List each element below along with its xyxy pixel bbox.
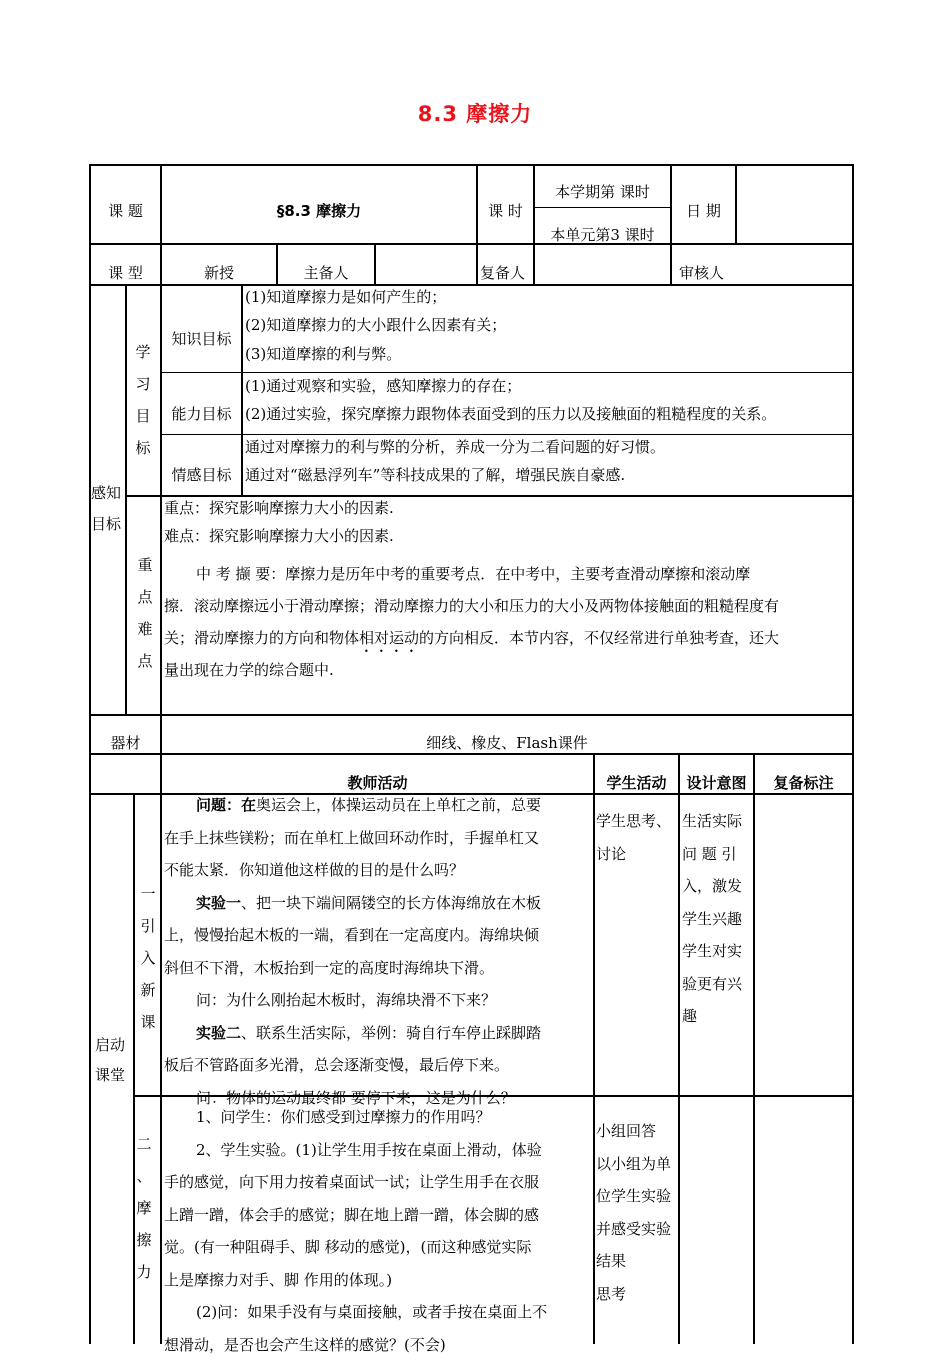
table-border (125, 495, 853, 497)
text-line: 上，慢慢抬起木板的一端，看到在一定高度内。海绵块倾 (164, 919, 541, 952)
part1-design-text (682, 805, 742, 1033)
ability-item: (2)通过实验，探究摩擦力跟物体表面受到的压力以及接触面的粗糙程度的关系。 (245, 405, 776, 423)
part2-student-text (596, 1115, 671, 1310)
main-preparer-label: 主备人 (278, 264, 374, 282)
text-line: 学生兴趣 (682, 903, 742, 936)
launch-label-2: 课堂 (95, 1066, 125, 1084)
text-line: 板后不管路面多光滑，总会逐渐变慢，最后停下来。 (164, 1049, 541, 1082)
ability-objective-label: 能力目标 (162, 405, 241, 423)
text-line: 问：为什么刚抬起木板时，海绵块滑不下来？ (164, 984, 541, 1017)
text-line: 问题：在奥运会上，体操运动员在上单杠之前，总要 (164, 789, 541, 822)
topic-label: 课 题 (91, 202, 160, 220)
table-border (160, 372, 853, 373)
text-line: 实验一、把一块下端间隔镂空的长方体海绵放在木板 (164, 887, 541, 920)
materials-value: 细线、橡皮、Flash课件 (162, 734, 852, 752)
label-char: 点 (135, 645, 155, 677)
table-border (533, 243, 535, 284)
materials-label: 器材 (91, 734, 160, 752)
text-line: 验更有兴 (682, 968, 742, 1001)
emotion-objective-label: 情感目标 (162, 466, 241, 484)
label-char: 擦 (134, 1224, 154, 1256)
topic-value: §8.3 摩擦力 (162, 202, 476, 220)
table-border (593, 753, 595, 1344)
part1-label (138, 878, 158, 1038)
exam-summary-line: 擦．滚动摩擦远小于滑动摩擦；滑动摩擦力的大小和压力的大小及两物体接触面的粗糙程度有 (164, 597, 779, 615)
text-line: 2、学生实验。(1)让学生用手按在桌面上滑动，体验 (164, 1134, 547, 1167)
text-line: 学生对实 (682, 935, 742, 968)
text-line: 并感受实验 (596, 1213, 671, 1246)
text-line: 觉。(有一种阻碍手、脚 移动的感觉)，(而这种感觉实际 (164, 1231, 547, 1264)
date-label: 日 期 (672, 202, 735, 220)
knowledge-item: (3)知道摩擦的利与弊。 (245, 345, 401, 363)
exam-summary-line: 中 考 撷 要：摩擦力是历年中考的重要考点．在中考中，主要考查滑动摩擦和滚动摩 (196, 565, 750, 583)
text-line: 趣 (682, 1000, 742, 1033)
table-border (160, 714, 162, 1344)
table-border (374, 243, 376, 284)
table-border (160, 434, 853, 435)
text-line: 讨论 (596, 838, 671, 871)
text-line: 思考 (596, 1278, 671, 1311)
label-char: 课 (138, 1006, 158, 1038)
table-border (533, 207, 671, 208)
design-intent-header: 设计意图 (680, 774, 753, 792)
text-line: 上蹭一蹭，体会手的感觉；脚在地上蹭一蹭，体会脚的感 (164, 1199, 547, 1232)
label-char: 标 (133, 432, 153, 464)
exam-summary-line: 关；滑动摩擦力的方向和物体相对运动的方向相反．本节内容，不仅经常进行单独考查，还大 (164, 629, 779, 656)
reviewer-label: 审核人 (679, 264, 724, 282)
part1-teacher-text (164, 789, 541, 1114)
text-line: 实验二、联系生活实际，举例：骑自行车停止踩脚踏 (164, 1017, 541, 1050)
emphasized-text: 相对运动 (359, 629, 419, 647)
table-border (852, 164, 854, 1344)
lesson-type-label: 课 型 (91, 264, 160, 282)
label-char: 引 (138, 910, 158, 942)
label-char: 二 (134, 1128, 154, 1160)
page-title: 8.3 摩擦力 (0, 98, 950, 128)
knowledge-objective-label: 知识目标 (162, 330, 241, 348)
bold-lead: 实验一 (196, 894, 241, 912)
label-char: 点 (135, 581, 155, 613)
table-border (89, 753, 853, 755)
table-border (89, 164, 91, 1344)
label-char: 习 (133, 368, 153, 400)
label-char: 入 (138, 942, 158, 974)
table-border (753, 753, 755, 1344)
lesson-hours-label: 课 时 (478, 202, 533, 220)
perceive-label-2: 目标 (91, 515, 121, 533)
text-line: 生活实际 (682, 805, 742, 838)
semester-lesson: 本学期第 课时 (535, 183, 670, 201)
text-line: 学生思考、 (596, 805, 671, 838)
text-line: 问 题 引 (682, 838, 742, 871)
student-activity-header: 学生活动 (595, 774, 678, 792)
label-char: 一 (138, 878, 158, 910)
emotion-item: 通过对摩擦力的利与弊的分析，养成一分为二看问题的好习惯。 (245, 438, 665, 456)
label-char: 重 (135, 549, 155, 581)
table-border (160, 284, 162, 714)
label-char: 难 (135, 613, 155, 645)
table-border (89, 284, 853, 286)
study-objectives-label (133, 336, 153, 464)
text-line: 不能太紧．你知道他这样做的目的是什么吗？ (164, 854, 541, 887)
text-line: (2)问：如果手没有与桌面接触，或者手按在桌面上不 (164, 1296, 547, 1329)
label-char: 力 (134, 1256, 154, 1288)
bold-lead: 问题：在 (196, 796, 256, 814)
text-line: 1、问学生：你们感受到过摩擦力的作用吗？ (164, 1101, 547, 1134)
label-char: 摩 (134, 1192, 154, 1224)
part2-label (134, 1128, 154, 1288)
label-char: 学 (133, 336, 153, 368)
table-border (678, 753, 680, 1344)
label-char: 新 (138, 974, 158, 1006)
knowledge-item: (1)知道摩擦力是如何产生的； (245, 288, 446, 306)
emotion-item: 通过对“磁悬浮列车”等科技成果的了解，增强民族自豪感. (245, 466, 625, 484)
table-border (476, 243, 478, 284)
text-line: 想滑动，是否也会产生这样的感觉？(不会) (164, 1329, 547, 1361)
text-line: 位学生实验 (596, 1180, 671, 1213)
launch-label-1: 启动 (95, 1036, 125, 1054)
text-line: 结果 (596, 1245, 671, 1278)
table-border (125, 284, 127, 714)
co-preparer-label: 复备人 (480, 264, 525, 282)
table-border (89, 714, 853, 716)
exam-summary-line: 量出现在力学的综合题中. (164, 661, 334, 679)
text-line: 上是摩擦力对手、脚 作用的体现。) (164, 1264, 547, 1297)
notes-header: 复备标注 (755, 774, 852, 792)
difficult-point: 难点：探究影响摩擦力大小的因素. (164, 527, 394, 545)
ability-item: (1)通过观察和实验，感知摩擦力的存在； (245, 377, 521, 395)
text-line: 斜但不下滑，木板抬到一定的高度时海绵块下滑。 (164, 952, 541, 985)
lesson-type-value: 新授 (162, 264, 276, 282)
text-line: 入，激发 (682, 870, 742, 903)
table-border (735, 164, 737, 244)
teacher-activity-header: 教师活动 (162, 774, 593, 792)
text-line: 以小组为单 (596, 1148, 671, 1181)
table-border (670, 164, 672, 285)
key-point: 重点：探究影响摩擦力大小的因素. (164, 499, 394, 517)
table-border (89, 243, 853, 245)
table-border (89, 164, 853, 166)
perceive-label-1: 感知 (91, 484, 121, 502)
text-line: 手的感觉，向下用力按着桌面试一试；让学生用手在衣服 (164, 1166, 547, 1199)
key-difficult-label (135, 549, 155, 677)
text-line: 在手上抹些镁粉；而在单杠上做回环动作时，手握单杠又 (164, 822, 541, 855)
unit-lesson: 本单元第3 课时 (535, 226, 670, 244)
part2-teacher-text (164, 1101, 547, 1361)
label-char: 目 (133, 400, 153, 432)
label-char: 、 (134, 1160, 154, 1192)
knowledge-item: (2)知道摩擦力的大小跟什么因素有关； (245, 316, 506, 334)
table-border (241, 284, 243, 495)
bold-lead: 实验二 (196, 1024, 241, 1042)
part1-student-text (596, 805, 671, 870)
text-line: 小组回答 (596, 1115, 671, 1148)
text-line: 问：物体的运动最终都 要停下来，这是为什么？ (164, 1082, 541, 1115)
